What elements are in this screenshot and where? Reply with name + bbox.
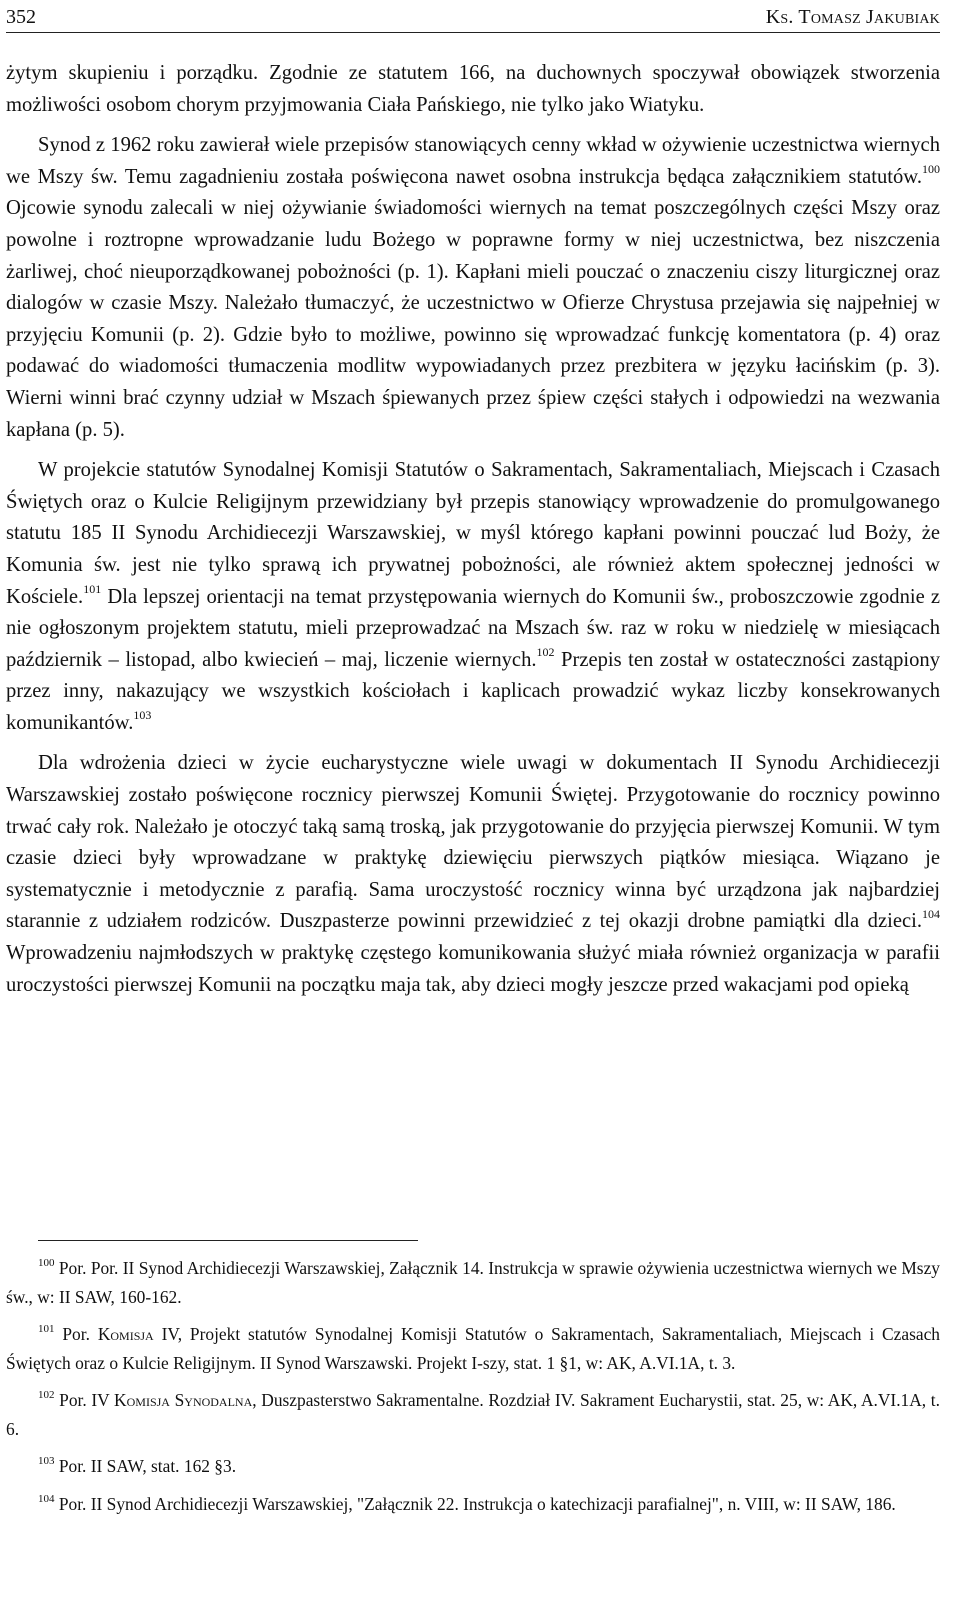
footnote-100: $^{100}$ Por. Por. II Synod Archidiecezji Warszawskiej, Załącznik 14. Instrukcja w sprawie ożywienia uczestnictwa wiernych we Mszy św., w: II SAW, 160-162. xyxy=(6,1257,940,1307)
body-text xyxy=(6,58,940,1001)
footnote-ref-104[interactable]: 104 xyxy=(922,906,940,921)
paragraph-3: W projekcie statutów Synodalnej Komisji Statutów o Sakramentach, Sakramentaliach, Miejscach i Czasach Świętych oraz o Kulcie Religijnym przewidziany był przepis stanowiący wprowadzenie do promulgowanego statutu 185 II Synodu Archidiecezji Warszawskiej, w myśl którego kapłani powinni pouczać lud Boży, że Komunia św. jest nie tylko sprawą ich prywatnej pobożności, ale również aktem społecznej jedności w Kościele.$^{101}$ Dla lepszej orientacji na temat przystępowania wiernych do Komunii św., proboszczowie zgodnie z nie ogłoszonym projektem statutu, mieli przeprowadzać na Mszach św. raz w roku w niedzielę w miesiącach październik – listopad, albo kwiecień – maj, liczenie wiernych.$^{102}$ Przepis ten został w ostateczności zastąpiony przez inny, nakazujący we wszystkich kościołach i kaplicach prowadzić wykaz liczby konsekrowanych komunikantów.$^{103}$ xyxy=(6,459,940,734)
footnote-ref-101[interactable]: 101 xyxy=(83,581,102,596)
footnote-ref-100[interactable]: 100 xyxy=(922,161,940,176)
footnote-102: $^{102}$ Por. IV Komisja Synodalna, Duszpasterstwo Sakramentalne. Rozdział IV. Sakrament Eucharystii, stat. 25, w: AK, A.VI.1A, t. 6. xyxy=(6,1389,940,1439)
footnote-ref-102[interactable]: 102 xyxy=(536,644,555,659)
footnotes xyxy=(6,1254,940,1527)
paragraph-2: Synod z 1962 roku zawierał wiele przepisów stanowiących cenny wkład w ożywienie uczestnictwa wiernych we Mszy św. Temu zagadnieniu została poświęcona nawet osobna instrukcja będąca załącznikiem statutów.$^{100}$ Ojcowie synodu zalecali w niej ożywianie świadomości wiernych na temat poszczególnych części Mszy oraz powolne i roztropne wprowadzanie ludu Bożego w poprawne formy w niej uczestnictwa, bez niszczenia żarliwej, choć nieuporządkowanej pobożności (p. 1). Kapłani mieli pouczać o znaczeniu ciszy liturgicznej oraz dialogów w czasie Mszy. Należało tłumaczyć, że uczestnictwo w Ofierze Chrystusa przejawia się najpełniej w przyjęciu Komunii (p. 2). Gdzie było to możliwe, powinno się wprowadzać funkcję komentatora (p. 4) oraz podawać do wiadomości tłumaczenia modlitw wypowiadanych przez prezbitera w języku łacińskim (p. 3). Wierni winni brać czynny udział w Mszach śpiewanych przez śpiew części stałych i odpowiedzi na wezwania kapłana (p. 5). xyxy=(6,134,940,441)
footnote-104: $^{104}$ Por. II Synod Archidiecezji Warszawskiej, "Załącznik 22. Instrukcja o katechizacji parafialnej", n. VIII, w: II SAW, 186. xyxy=(38,1492,896,1514)
running-head-author: Ks. Tomasz Jakubiak xyxy=(765,6,940,28)
footnote-ref-103[interactable]: 103 xyxy=(133,708,152,723)
page-header xyxy=(6,6,940,33)
footnote-103: $^{103}$ Por. II SAW, stat. 162 §3. xyxy=(38,1455,237,1476)
footnote-separator xyxy=(38,1240,418,1241)
paragraph-1: żytym skupieniu i porządku. Zgodnie ze statutem 166, na duchownych spoczywał obowiązek stworzenia możliwości osobom chorym przyjmowania Ciała Pańskiego, nie tylko jako Wiatyku. xyxy=(6,62,940,116)
footnote-101: $^{101}$ Por. Komisja IV, Projekt statutów Synodalnej Komisji Statutów o Sakramentach, Sakramentaliach, Miejscach i Czasach Świętych oraz o Kulcie Religijnym. II Synod Warszawski. Projekt I-szy, stat. 1 §1, w: AK, A.VI.1A, t. 3. xyxy=(6,1323,940,1373)
page-number: 352 xyxy=(6,6,36,28)
paragraph-4: Dla wdrożenia dzieci w życie eucharystyczne wiele uwagi w dokumentach II Synodu Archidiecezji Warszawskiej zostało poświęcone rocznicy pierwszej Komunii Świętej. Przygotowanie do rocznicy powinno trwać cały rok. Należało je otoczyć taką samą troską, jak przygotowanie do przyjęcia pierwszej Komunii. W tym czasie dzieci były wprowadzane w praktykę dziewięciu pierwszych piątków miesiąca. Wiązano je systematycznie i metodycznie z parafią. Sama uroczystość rocznicy winna być urządzona jak najbardziej starannie z udziałem rodziców. Duszpasterze powinni przewidzieć z tej okazji drobne pamiątki dla dzieci.$^{104}$ Wprowadzeniu najmłodszych w praktykę częstego komunikowania służyć miała również organizacja w parafii uroczystości pierwszej Komunii na początku maja tak, aby dzieci mogły jeszcze przed wakacjami pod opieką xyxy=(6,752,940,996)
